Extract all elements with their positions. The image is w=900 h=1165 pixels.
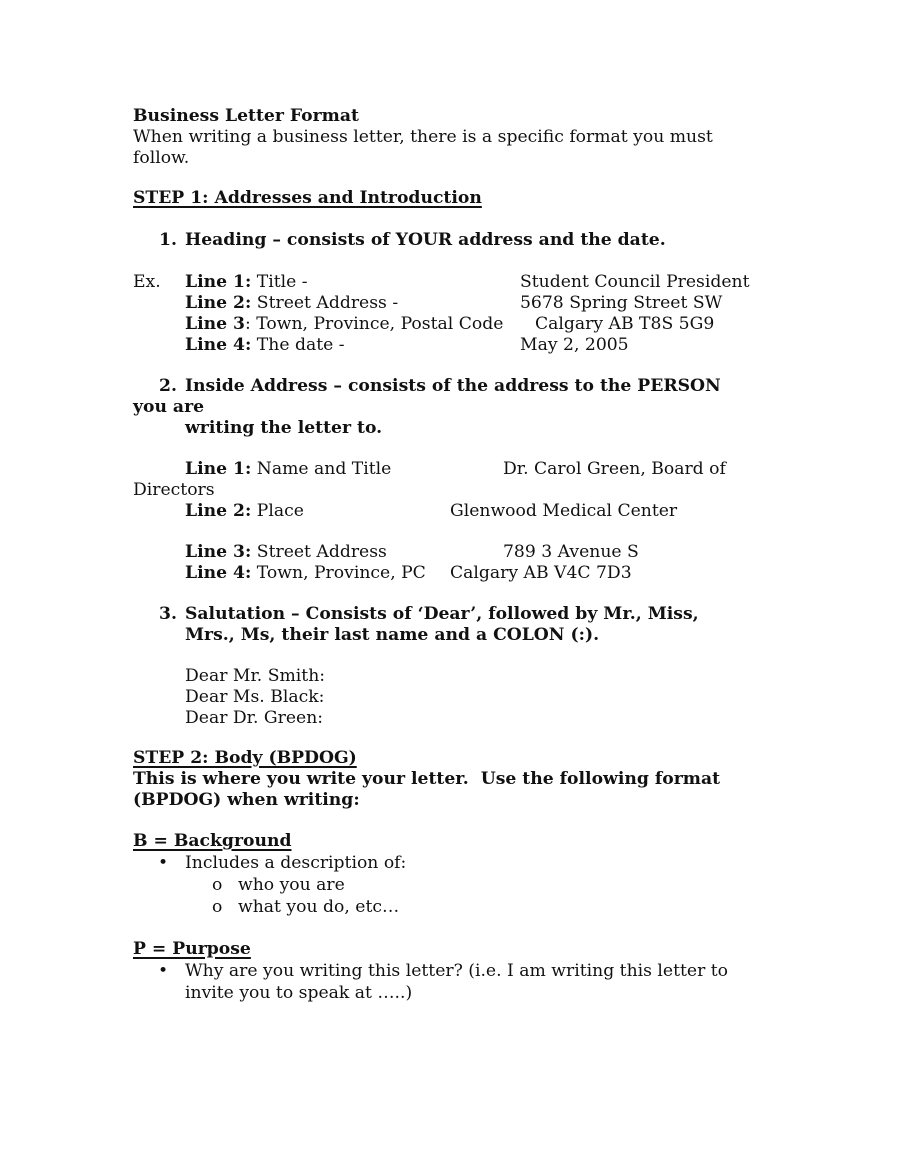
salutation-example-2: Dear Ms. Black: (185, 687, 325, 707)
purpose-bullet-2: invite you to speak at …..) (185, 983, 413, 1003)
inside-line-4-value: Calgary AB V4C 7D3 (450, 563, 632, 583)
intro-line-2: follow. (133, 148, 190, 168)
item1-text: Heading – consists of YOUR address and the date. (185, 230, 666, 250)
background-heading: B = Background (133, 831, 292, 851)
item3-text-1: Salutation – Consists of ‘Dear’, followed by Mr., Miss, (185, 604, 699, 624)
inside-line-3: Line 3: Street Address (185, 542, 387, 562)
heading-line-2-value: 5678 Spring Street SW (520, 293, 723, 313)
heading-line-3: Line 3: Town, Province, Postal Code (185, 314, 504, 334)
purpose-bullet-1: Why are you writing this letter? (i.e. I am writing this letter to (185, 961, 729, 981)
inside-line-1: Line 1: Name and Title (185, 459, 392, 479)
example-label: Ex. (133, 272, 161, 292)
salutation-example-3: Dear Dr. Green: (185, 708, 324, 728)
intro-line-1: When writing a business letter, there is a specific format you must (133, 127, 713, 147)
step2-intro-2: (BPDOG) when writing: (133, 790, 360, 810)
bullet-icon: • (158, 961, 169, 981)
heading-line-1-value: Student Council President (520, 272, 750, 292)
item2-wrap-2: writing the letter to. (185, 418, 383, 438)
item3-number: 3. (159, 604, 177, 624)
sub-bullet-icon: o (212, 897, 223, 917)
heading-line-1: Line 1: Title - (185, 272, 308, 292)
item3-text-2: Mrs., Ms, their last name and a COLON (:). (185, 625, 600, 645)
inside-line-4: Line 4: Town, Province, PC (185, 563, 426, 583)
purpose-heading: P = Purpose (133, 939, 251, 959)
step1-heading: STEP 1: Addresses and Introduction (133, 188, 482, 208)
background-bullet: Includes a description of: (185, 853, 407, 873)
bullet-icon: • (158, 853, 169, 873)
background-sub-1: who you are (238, 875, 345, 895)
inside-line-2-value: Glenwood Medical Center (450, 501, 678, 521)
heading-line-3-value: Calgary AB T8S 5G9 (535, 314, 715, 334)
item2-number: 2. (159, 376, 177, 396)
step2-heading: STEP 2: Body (BPDOG) (133, 748, 357, 768)
inside-line-2: Line 2: Place (185, 501, 304, 521)
sub-bullet-icon: o (212, 875, 223, 895)
heading-line-2: Line 2: Street Address - (185, 293, 399, 313)
inside-line-3-value: 789 3 Avenue S (503, 542, 639, 562)
item2-text: Inside Address – consists of the address to the PERSON (185, 376, 721, 396)
inside-line-1-wrap: Directors (133, 480, 215, 500)
heading-line-4-value: May 2, 2005 (520, 335, 629, 355)
item1-number: 1. (159, 230, 177, 250)
inside-line-1-value: Dr. Carol Green, Board of (503, 459, 726, 479)
document-title: Business Letter Format (133, 106, 359, 126)
step2-intro-1: This is where you write your letter. Use the following format (133, 769, 721, 789)
item2-wrap-1: you are (133, 397, 205, 417)
heading-line-4: Line 4: The date - (185, 335, 345, 355)
background-sub-2: what you do, etc… (238, 897, 400, 917)
salutation-example-1: Dear Mr. Smith: (185, 666, 326, 686)
